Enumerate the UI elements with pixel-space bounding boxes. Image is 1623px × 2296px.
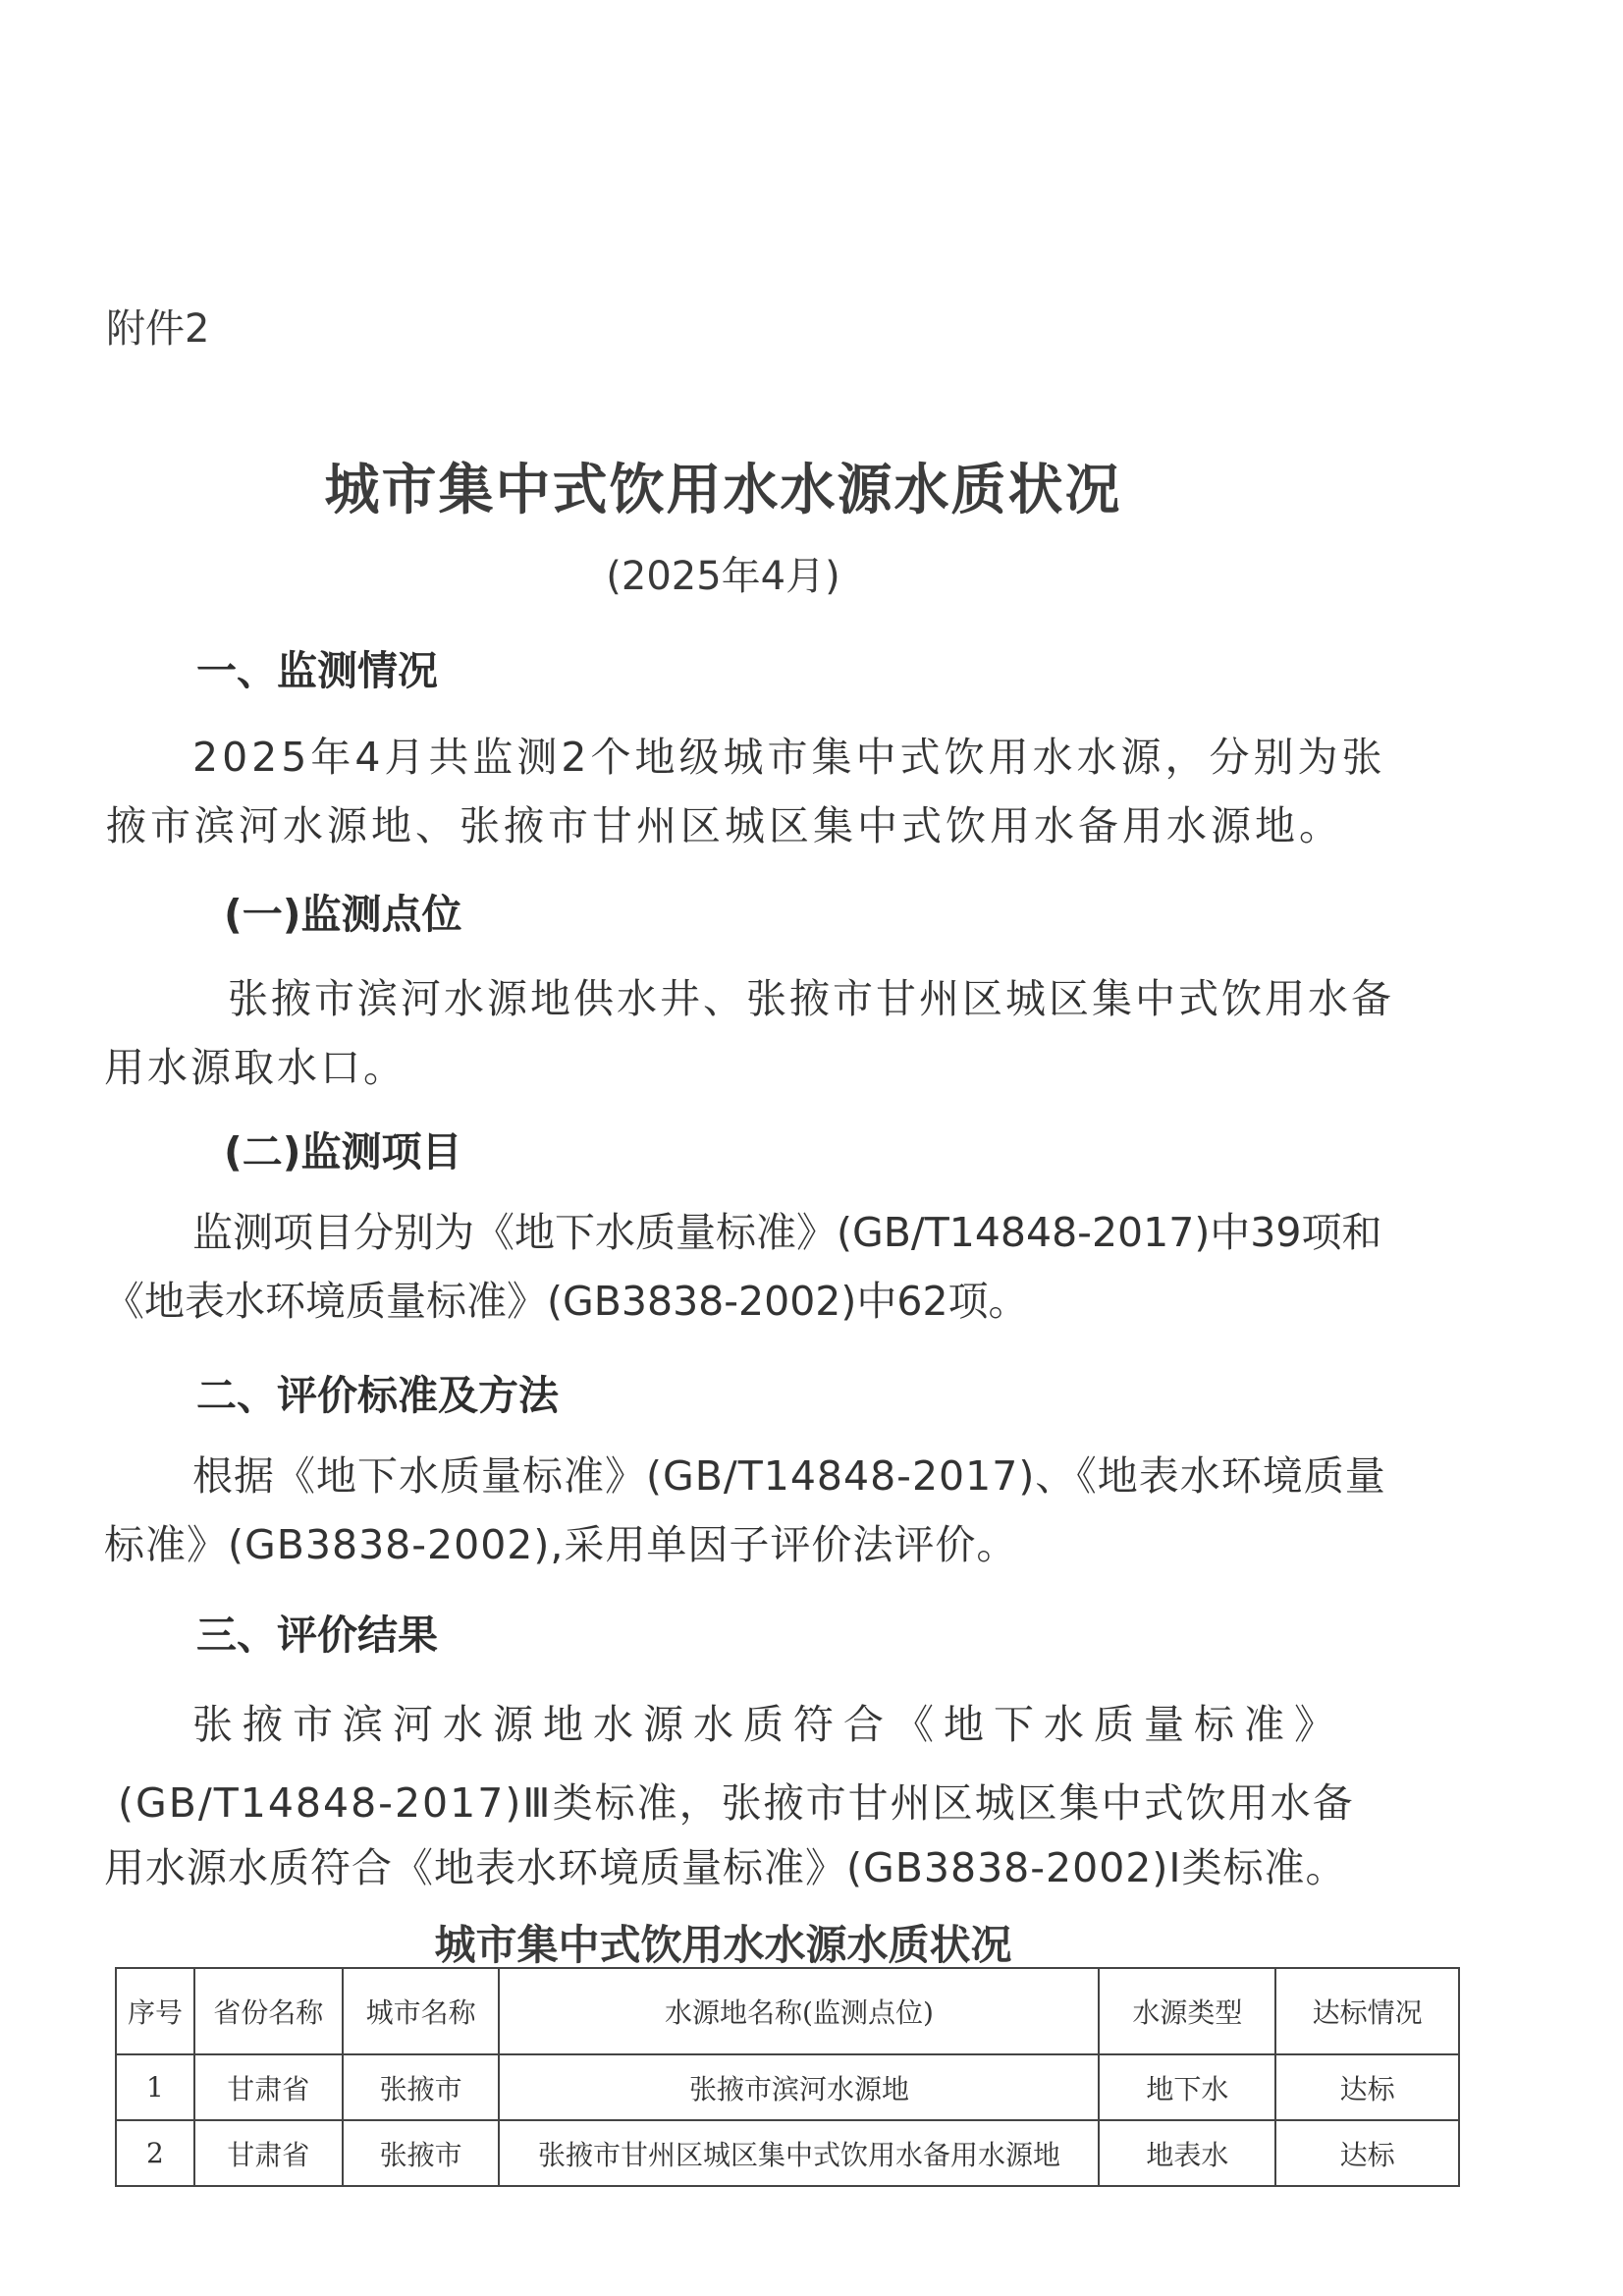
water-quality-table xyxy=(115,1967,1460,2187)
table-cell: 达标 xyxy=(1275,2120,1459,2186)
section-2-heading: 二、评价标准及方法 xyxy=(196,1372,559,1419)
section-1-paragraph: 2025年4月共监测2个地级城市集中式饮用水水源，分别为张 掖市滨河水源地、张掖市甘州区城区集中式饮用水备用水源地。 xyxy=(106,734,1386,849)
document-title: 城市集中式饮用水水源水质状况 xyxy=(324,458,1122,522)
table-cell: 达标 xyxy=(1275,2054,1459,2120)
table-header-row xyxy=(116,1968,1459,2054)
section-2-paragraph: 根据《地下水质量标准》(GB/T14848-2017)、《地表水环境质量 标准》(GB3838-2002),采用单因子评价法评价。 xyxy=(104,1452,1386,1568)
table-cell: 甘肃省 xyxy=(194,2054,343,2120)
table-cell: 1 xyxy=(116,2054,194,2120)
header-cell: 水源地名称(监测点位) xyxy=(499,1968,1099,2054)
table-cell: 张掖市滨河水源地 xyxy=(499,2054,1099,2120)
table-cell: 甘肃省 xyxy=(194,2120,343,2186)
header-cell: 水源类型 xyxy=(1099,1968,1275,2054)
header-cell: 城市名称 xyxy=(343,1968,500,2054)
section-3-paragraph: 张掖市滨河水源地水源水质符合《地下水质量标准》 (GB/T14848-2017)Ⅲ类标准，张掖市甘州区城区集中式饮用水备 用水源水质符合《地表水环境质量标准》(GB3838-2002)Ⅰ类标准。 xyxy=(104,1701,1355,1891)
table-cell: 地下水 xyxy=(1099,2054,1275,2120)
header-cell: 达标情况 xyxy=(1275,1968,1459,2054)
table-row xyxy=(116,2054,1459,2120)
section-3-heading: 三、评价结果 xyxy=(196,1612,438,1659)
header-cell: 省份名称 xyxy=(194,1968,343,2054)
section-1-sub2-paragraph: 监测项目分别为《地下水质量标准》(GB/T14848-2017)中39项和 《地表水环境质量标准》(GB3838-2002)中62项。 xyxy=(104,1209,1382,1325)
table-title: 城市集中式饮用水水源水质状况 xyxy=(434,1921,1012,1969)
section-1-sub2-heading: (二)监测项目 xyxy=(224,1128,462,1175)
table-row xyxy=(116,2120,1459,2186)
annex-label: 附件2 xyxy=(106,306,210,352)
table-cell: 张掖市甘州区城区集中式饮用水备用水源地 xyxy=(499,2120,1099,2186)
document-subtitle: (2025年4月) xyxy=(606,554,840,599)
table-cell: 地表水 xyxy=(1099,2120,1275,2186)
header-cell: 序号 xyxy=(116,1968,194,2054)
table-cell: 2 xyxy=(116,2120,194,2186)
section-1-sub1-paragraph: 张掖市滨河水源地供水井、张掖市甘州区城区集中式饮用水备 用水源取水口。 xyxy=(104,975,1394,1091)
section-1-heading: 一、监测情况 xyxy=(196,647,438,694)
table-cell: 张掖市 xyxy=(343,2054,500,2120)
section-1-sub1-heading: (一)监测点位 xyxy=(224,891,462,938)
table-cell: 张掖市 xyxy=(343,2120,500,2186)
